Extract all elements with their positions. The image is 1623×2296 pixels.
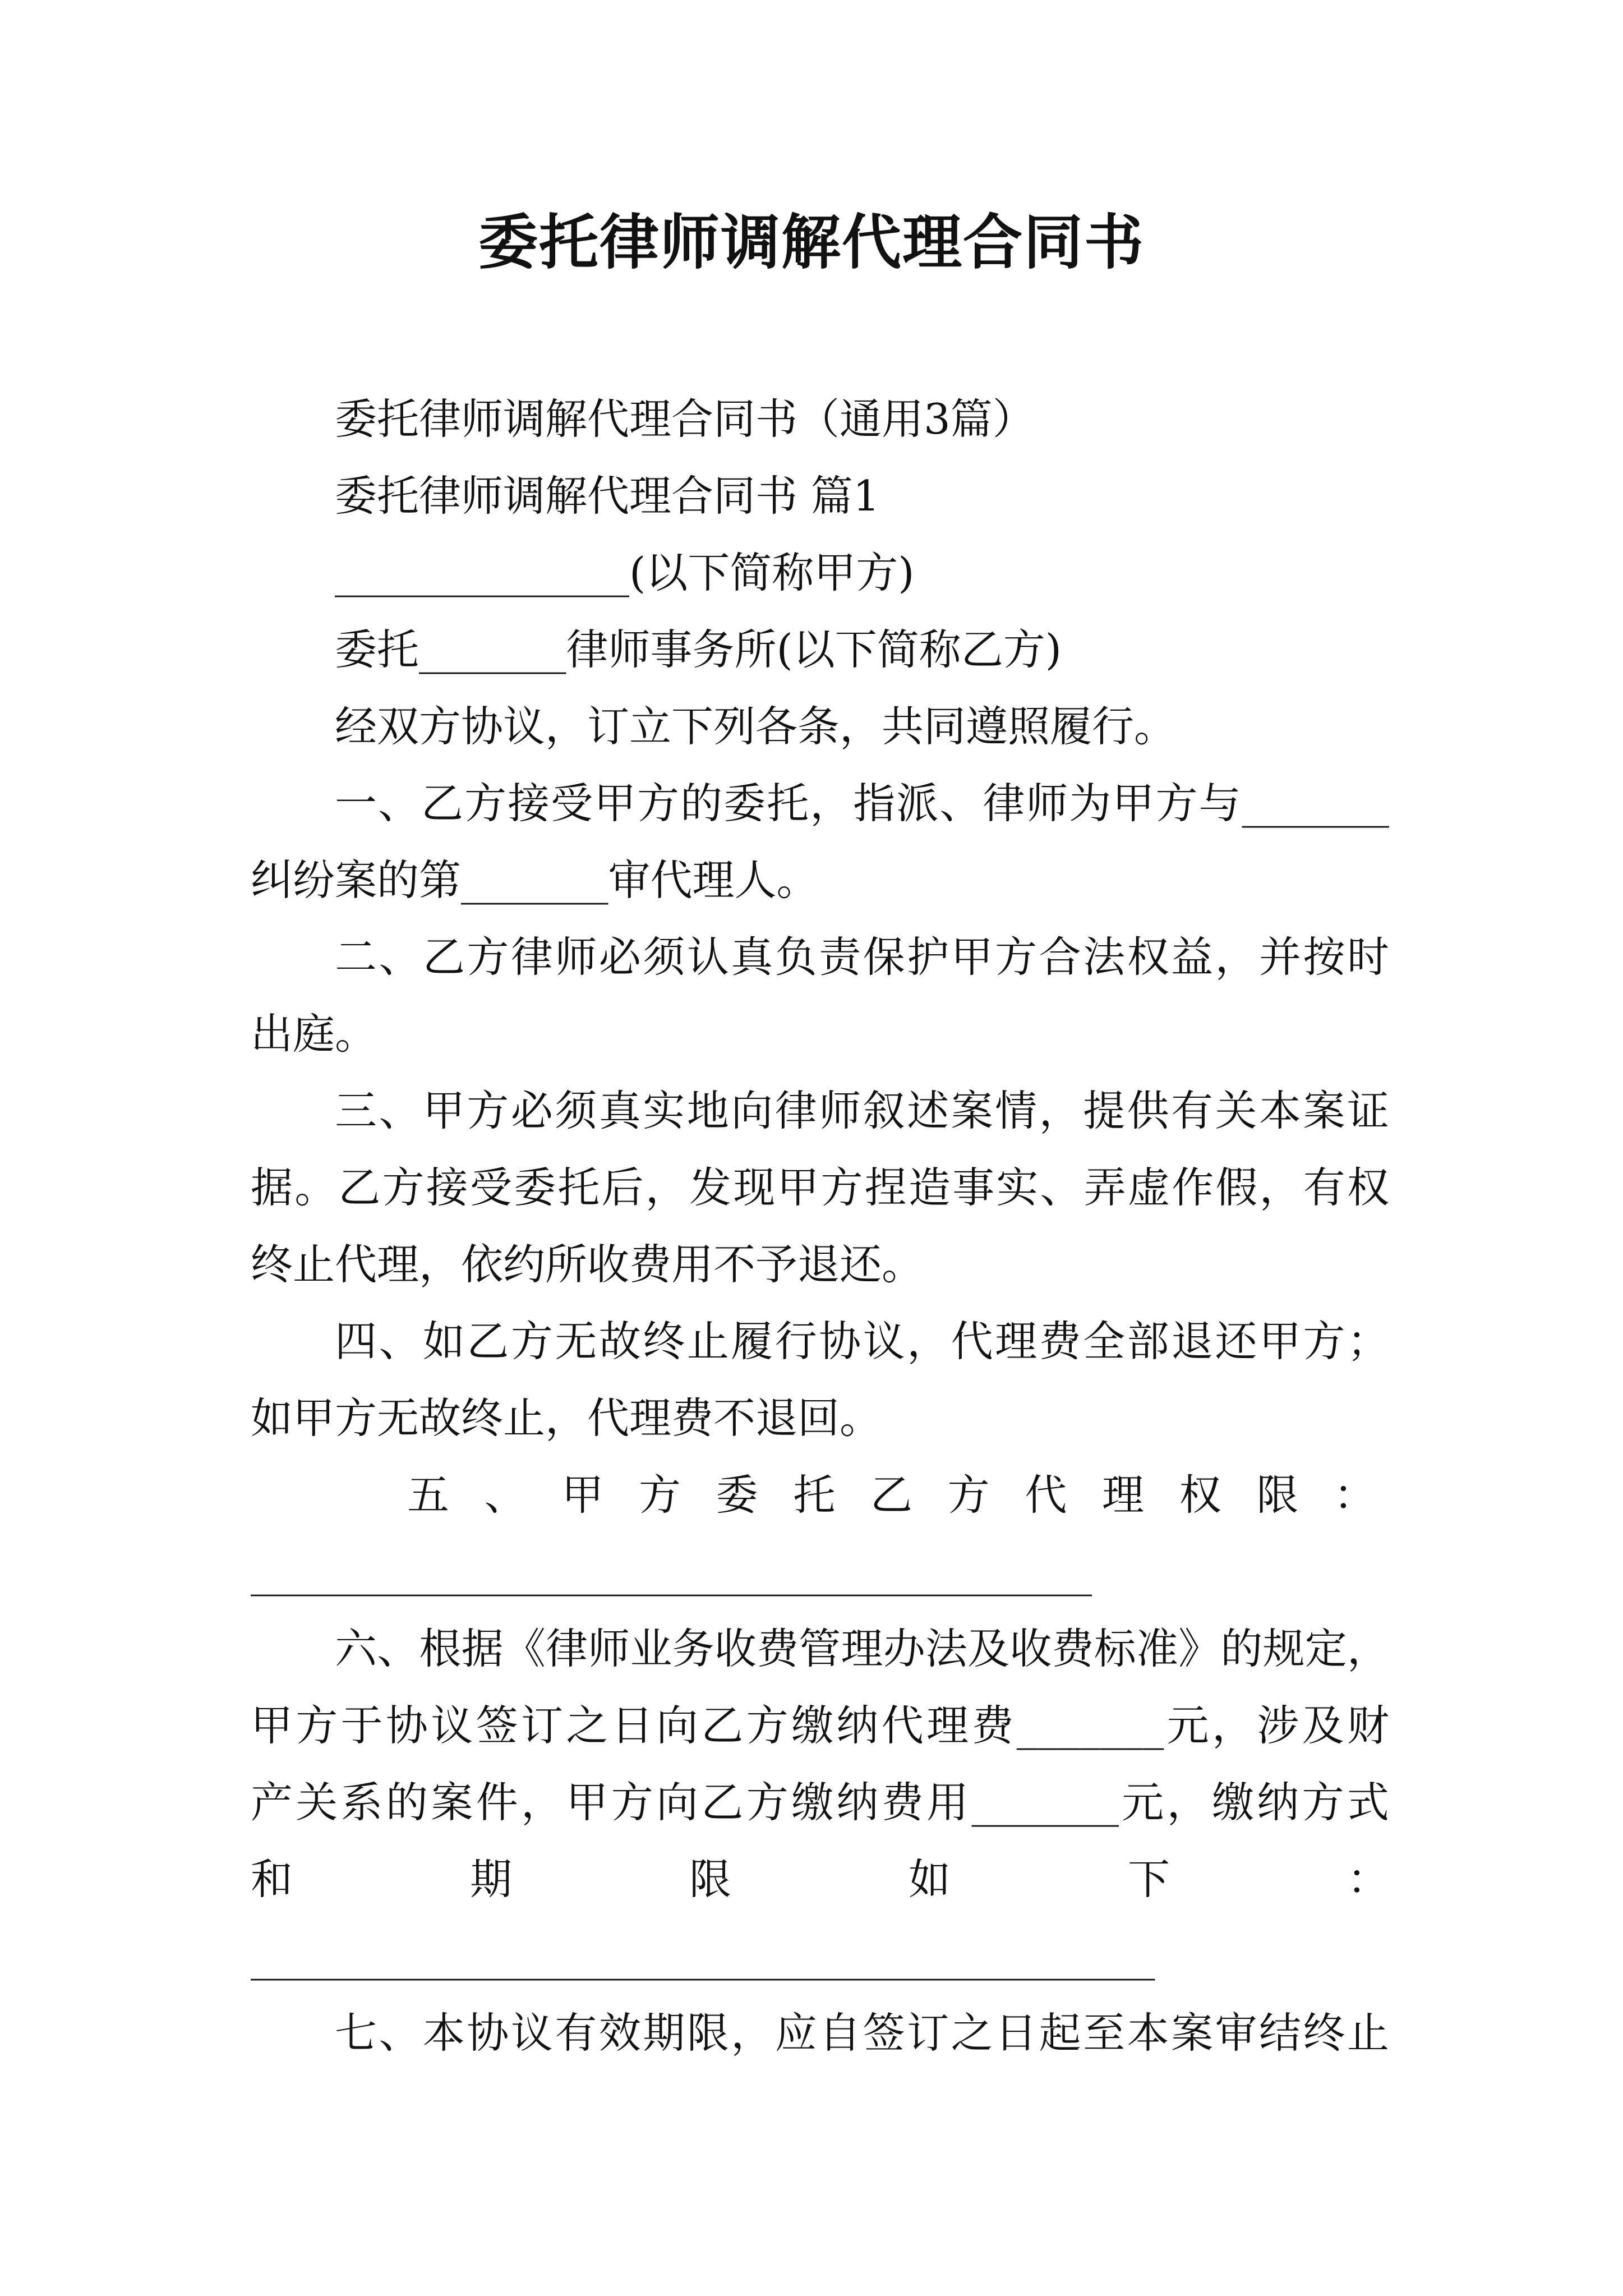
paragraph-clause-2	[251, 919, 1389, 1073]
party-a-line: ______________(以下简称甲方)	[335, 548, 915, 597]
clause-7-line-1: 七、本协议有效期限，应自签订之日起至本案审结终止	[335, 2008, 1389, 2058]
paragraph-party-a	[251, 535, 1389, 611]
paragraph-clause-6	[251, 1611, 1389, 1995]
clause-2-line-2: 出庭。	[251, 1009, 377, 1059]
clause-1-line-2: 纠纷案的第_______审代理人。	[251, 855, 819, 905]
clause-4-line-1: 四、如乙方无故终止履行协议，代理费全部退还甲方；	[335, 1317, 1389, 1366]
clause-6-line-2: 甲方于协议签订之日向乙方缴纳代理费_______元，涉及财	[251, 1701, 1389, 1750]
clause-6-line-3: 产关系的案件，甲方向乙方缴纳费用_______元，缴纳方式	[251, 1778, 1389, 1827]
clause-6-line-4: 和期限如下：	[251, 1855, 1389, 1904]
clause-3-line-3: 终止代理，依约所收费用不予退还。	[251, 1240, 924, 1289]
paragraph-clause-5	[251, 1457, 1389, 1611]
clause-4-line-2: 如甲方无故终止，代理费不退回。	[251, 1393, 882, 1443]
clause-5-line-1: 五、甲方委托乙方代理权限：	[407, 1470, 1376, 1520]
paragraph-clause-1	[251, 765, 1389, 919]
paragraph-preamble	[251, 688, 1389, 765]
clause-6-line-1: 六、根据《律师业务收费管理办法及收费标准》的规定，	[335, 1624, 1389, 1673]
clause-2-line-1: 二、乙方律师必须认真负责保护甲方合法权益，并按时	[335, 932, 1389, 982]
clause-5-blank-line: ________________________________________	[251, 1547, 1092, 1596]
paragraph-clause-4	[251, 1303, 1389, 1457]
preamble-line: 经双方协议，订立下列各条，共同遵照履行。	[335, 702, 1177, 751]
document-body	[251, 381, 1389, 2072]
paragraph-party-b	[251, 611, 1389, 688]
paragraph-subtitle	[251, 381, 1389, 458]
subtitle-line: 委托律师调解代理合同书（通用3篇）	[335, 394, 1035, 444]
clause-3-line-2: 据。乙方接受委托后，发现甲方捏造事实、弄虚作假，有权	[251, 1163, 1389, 1212]
party-b-line: 委托_______律师事务所(以下简称乙方)	[335, 625, 1062, 674]
clause-3-line-1: 三、甲方必须真实地向律师叙述案情，提供有关本案证	[335, 1086, 1389, 1135]
paragraph-clause-3	[251, 1073, 1389, 1303]
clause-1-line-1: 一、乙方接受甲方的委托，指派、律师为甲方与_______	[335, 779, 1389, 828]
document-title: 委托律师调解代理合同书	[478, 207, 1145, 277]
section-heading-line: 委托律师调解代理合同书 篇1	[335, 471, 880, 521]
paragraph-clause-7	[251, 1995, 1389, 2072]
clause-6-blank-line: ___________________________________________	[251, 1931, 1155, 1981]
paragraph-section-heading	[251, 458, 1389, 535]
